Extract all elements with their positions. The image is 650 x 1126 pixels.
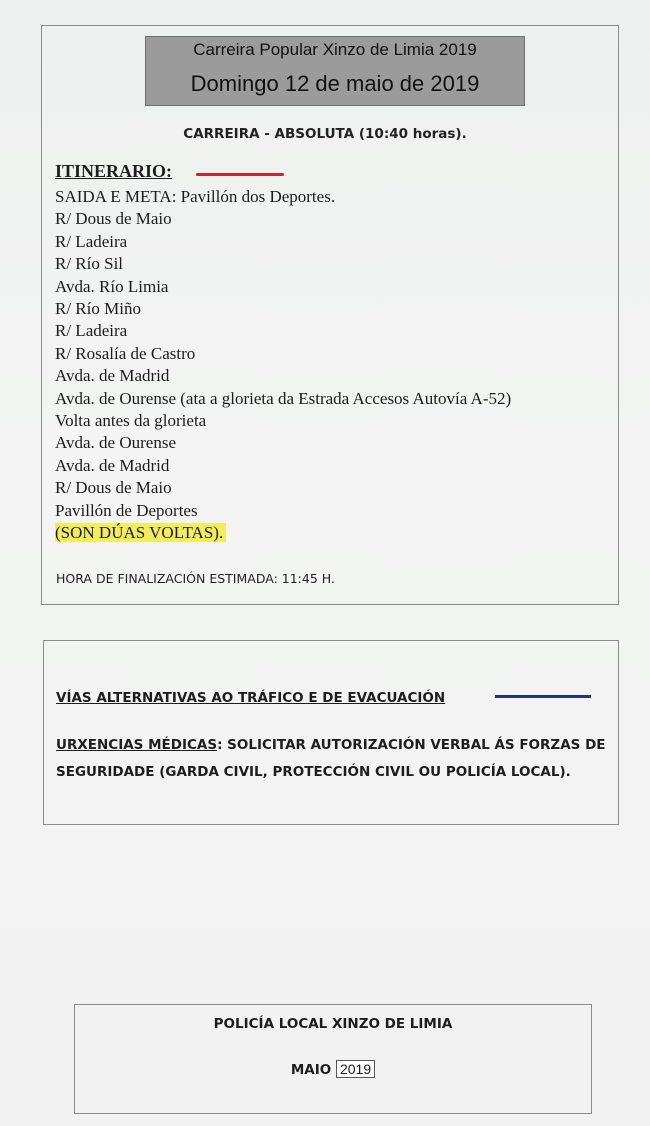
red-rule	[196, 173, 284, 176]
medical-emergencies-text: : SOLICITAR AUTORIZACIÓN VERBAL ÁS FORZAS DE SEGURIDADE (GARDA CIVIL, PROTECCIÓN CIVIL OU POLICÍA LOCAL).	[56, 737, 606, 780]
footer-date	[74, 1060, 592, 1078]
route-list	[55, 186, 511, 545]
route-item: R/ Dous de Maio	[55, 478, 172, 498]
footer-month: MAIO	[290, 1062, 332, 1078]
medical-emergencies-label: URXENCIAS MÉDICAS	[56, 737, 218, 753]
medical-emergencies-note	[56, 732, 611, 786]
route-item: R/ Río Sil	[55, 254, 124, 274]
route-item: R/ Ladeira	[55, 321, 128, 341]
route-item: Volta antes da glorieta	[55, 411, 207, 431]
estimated-end-time: HORA DE FINALIZACIÓN ESTIMADA: 11:45 H.	[56, 571, 335, 586]
route-item: R/ Ladeira	[55, 231, 128, 251]
footer-authority: POLICÍA LOCAL XINZO DE LIMIA	[213, 1016, 453, 1032]
route-item: R/ Rosalía de Castro	[55, 343, 196, 363]
route-item: Avda. Río Limia	[55, 276, 169, 296]
itinerary-heading: ITINERARIO:	[55, 161, 173, 181]
header-banner	[145, 36, 525, 106]
blue-rule	[495, 695, 591, 698]
route-item: R/ Río Miño	[55, 299, 141, 319]
laps-note: (SON DÚAS VOLTAS).	[55, 523, 226, 542]
header-event-title: Carreira Popular Xinzo de Limia 2019	[193, 40, 477, 59]
alternatives-heading: VÍAS ALTERNATIVAS AO TRÁFICO E DE EVACUACIÓN	[56, 690, 446, 706]
route-item: Pavillón de Deportes	[55, 500, 198, 520]
route-item: Avda. de Ourense	[55, 433, 177, 453]
route-item: SAIDA E META: Pavillón dos Deportes.	[55, 187, 336, 206]
header-event-date: Domingo 12 de maio de 2019	[190, 71, 480, 96]
footer-year: 2019	[336, 1060, 375, 1078]
laps-note-item	[55, 522, 511, 544]
route-item: Avda. de Ourense (ata a glorieta da Estrada Accesos Autovía A-52)	[55, 388, 512, 408]
race-title: CARREIRA - ABSOLUTA (10:40 horas).	[183, 126, 467, 142]
route-item: Avda. de Madrid	[55, 366, 170, 386]
route-item: Avda. de Madrid	[55, 455, 170, 475]
route-item: R/ Dous de Maio	[55, 209, 172, 229]
